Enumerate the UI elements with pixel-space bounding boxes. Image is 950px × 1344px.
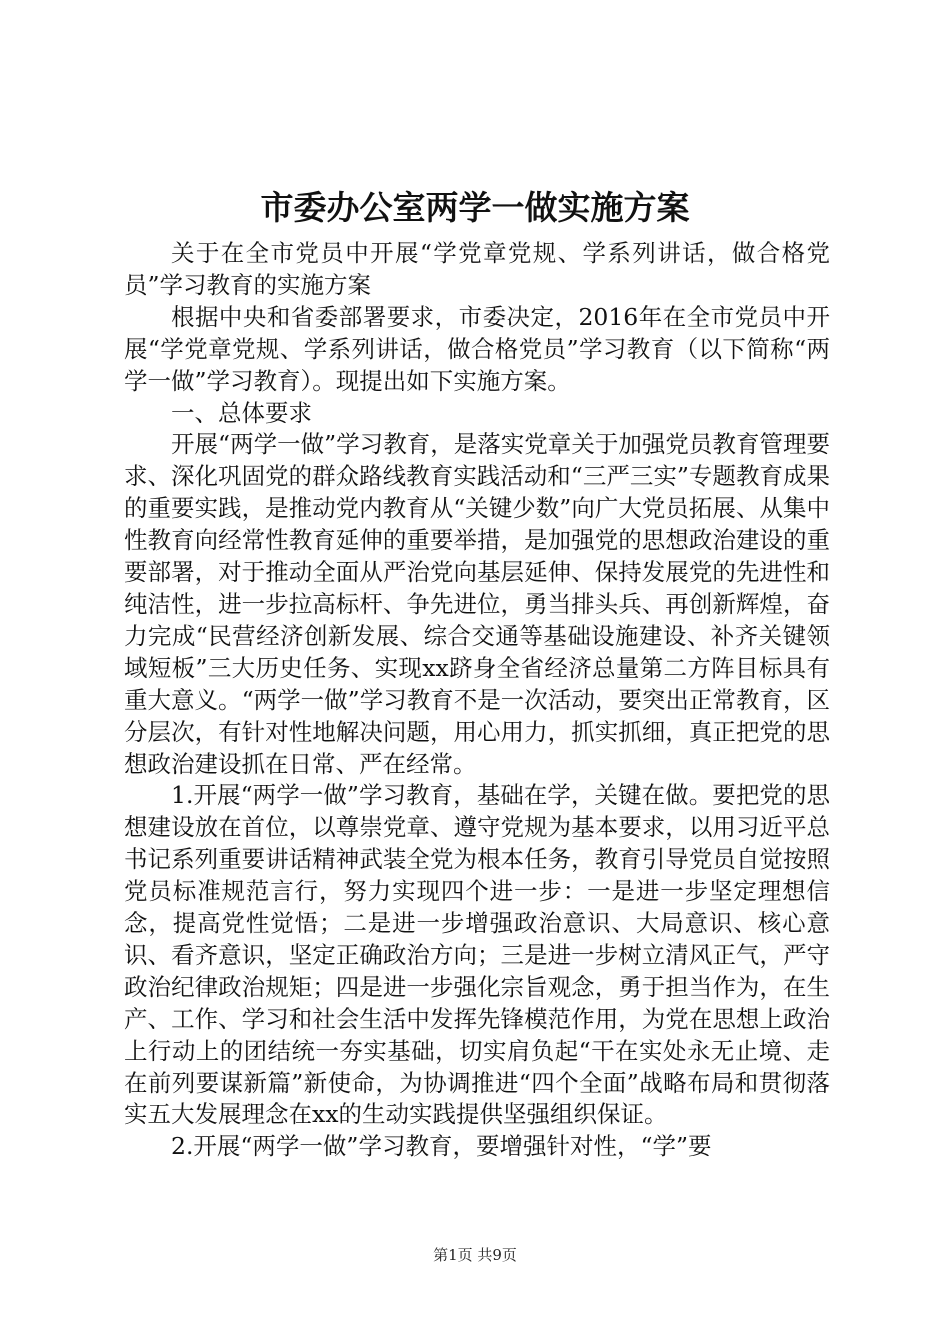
paragraph-intro-heading: 关于在全市党员中开展“学党章党规、学系列讲话，做合格党员”学习教育的实施方案 xyxy=(124,239,830,299)
section-heading-general-requirements: 一、总体要求 xyxy=(171,398,312,427)
document-title: 市委办公室两学一做实施方案 xyxy=(260,188,690,227)
paragraph-item-1: 1.开展“两学一做”学习教育，基础在学，关键在做。要把党的思想建设放在首位，以尊崇党章、遵守党规为基本要求，以用习近平总书记系列重要讲话精神武装全党为根本任务，教育引导党员自觉按照党员标准规范言行，努力实现四个进一步：一是进一步坚定理想信念，提高党性觉悟；二是进一步增强政治意识、大局意识、核心意识、看齐意识，坚定正确政治方向；三是进一步树立清风正气，严守政治纪律政治规矩；四是进一步强化宗旨观念，勇于担当作为，在生产、工作、学习和社会生活中发挥先锋模范作用，为党在思想上政治上行动上的团结统一夯实基础，切实肩负起“干在实处永无止境、走在前列要谋新篇”新使命，为协调推进“四个全面”战略布局和贯彻落实五大发展理念在xx的生动实践提供坚强组织保证。 xyxy=(124,781,830,1129)
paragraph-intro: 根据中央和省委部署要求，市委决定，2016年在全市党员中开展“学党章党规、学系列讲话，做合格党员”学习教育（以下简称“两学一做”学习教育）。现提出如下实施方案。 xyxy=(124,302,830,395)
page-number-footer: 第1页 共9页 xyxy=(433,1246,517,1264)
paragraph-item-2: 2.开展“两学一做”学习教育，要增强针对性，“学”要 xyxy=(171,1132,712,1161)
paragraph-general-requirements: 开展“两学一做”学习教育，是落实党章关于加强党员教育管理要求、深化巩固党的群众路线教育实践活动和“三严三实”专题教育成果的重要实践，是推动党内教育从“关键少数”向广大党员拓展、从集中性教育向经常性教育延伸的重要举措，是加强党的思想政治建设的重要部署，对于推动全面从严治党向基层延伸、保持发展党的先进性和纯洁性，进一步拉高标杆、争先进位，勇当排头兵、再创新辉煌，奋力完成“民营经济创新发展、综合交通等基础设施建设、补齐关键领域短板”三大历史任务、实现xx跻身全省经济总量第二方阵目标具有重大意义。“两学一做”学习教育不是一次活动，要突出正常教育，区分层次，有针对性地解决问题，用心用力，抓实抓细，真正把党的思想政治建设抓在日常、严在经常。 xyxy=(124,430,830,778)
document-body xyxy=(124,238,830,1163)
